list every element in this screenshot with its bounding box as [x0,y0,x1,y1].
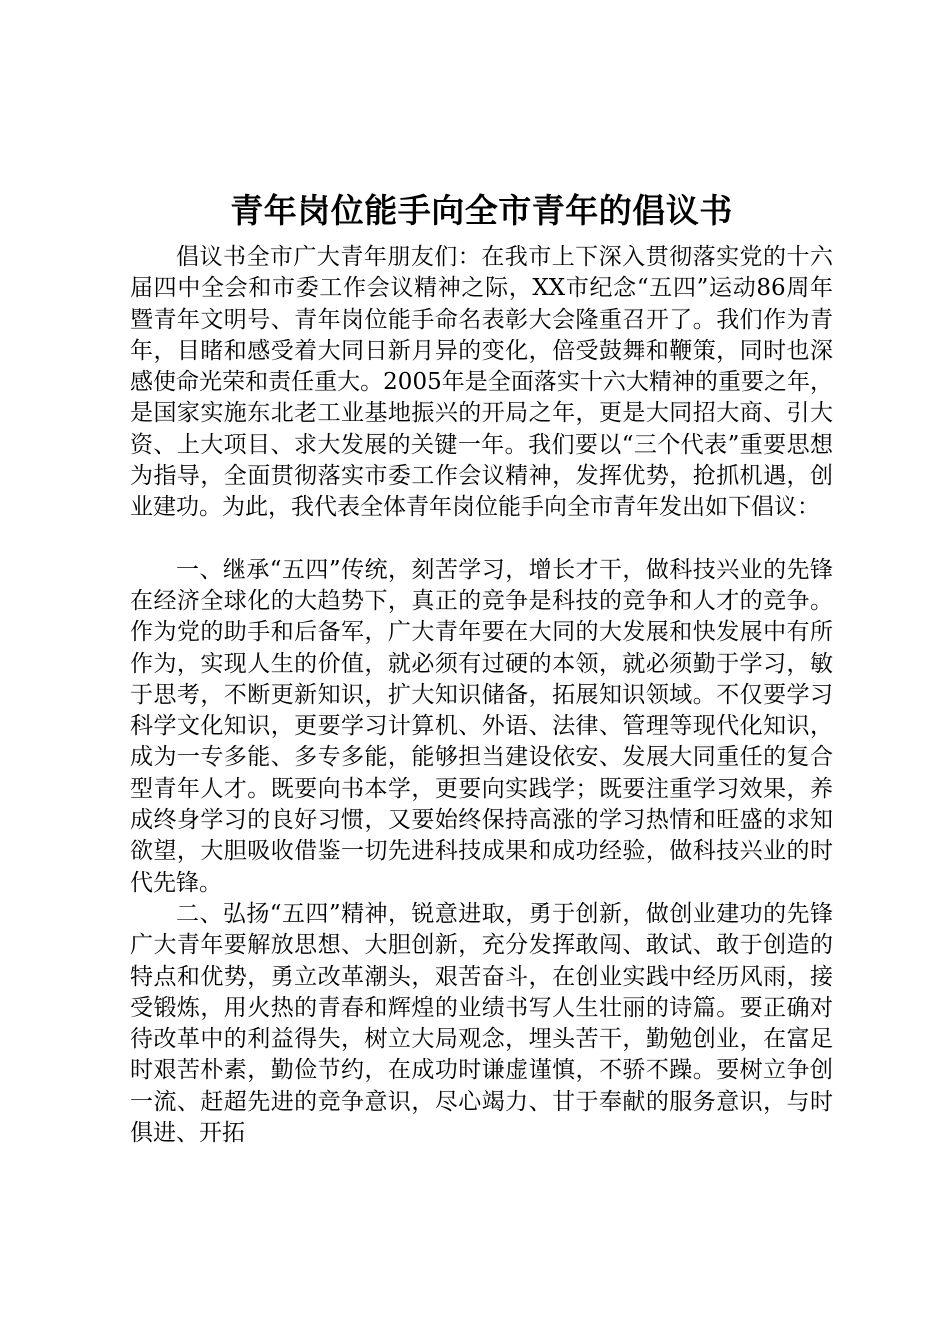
section-2-paragraph: 二、弘扬“五四”精神，锐意进取，勇于创新，做创业建功的先锋广大青年要解放思想、大胆创新，充分发挥敢闯、敢试、敢于创造的特点和优势，勇立改革潮头，艰苦奋斗，在创业实践中经历风雨，接受锻炼，用火热的青春和辉煌的业绩书写人生壮丽的诗篇。要正确对待改革中的利益得失，树立大局观念，埋头苦干，勤勉创业，在富足时艰苦朴素，勤俭节约，在成功时谦虚谨慎，不骄不躁。要树立争创一流、赶超先进的竞争意识，尽心竭力、甘于奉献的服务意识，与时俱进、开拓 [130,900,833,1147]
intro-paragraph: 倡议书全市广大青年朋友们：在我市上下深入贯彻落实党的十六届四中全会和市委工作会议精神之际，XX市纪念“五四”运动86周年暨青年文明号、青年岗位能手命名表彰大会隆重召开了。我们作为青年，目睹和感受着大同日新月异的变化，倍受鼓舞和鞭策，同时也深感使命光荣和责任重大。2005年是全面落实十六大精神的重要之年，是国家实施东北老工业基地振兴的开局之年，更是大同招大商、引大资、上大项目、求大发展的关键一年。我们要以“三个代表”重要思想为指导，全面贯彻落实市委工作会议精神，发挥优势，抢抓机遇，创业建功。为此，我代表全体青年岗位能手向全市青年发出如下倡议： [130,244,833,521]
paragraph-spacer [130,524,833,555]
document-title: 青年岗位能手向全市青年的倡议书 [230,191,733,230]
document-page [130,180,833,1149]
section-1-paragraph: 一、继承“五四”传统，刻苦学习，增长才干，做科技兴业的先锋在经济全球化的大趋势下，真正的竞争是科技的竞争和人才的竞争。作为党的助手和后备军，广大青年要在大同的大发展和快发展中有所作为，实现人生的价值，就必须有过硬的本领，就必须勤于学习，敏于思考，不断更新知识，扩大知识储备，拓展知识领域。不仅要学习科学文化知识，更要学习计算机、外语、法律、管理等现代化知识，成为一专多能、多专多能，能够担当建设依安、发展大同重任的复合型青年人才。既要向书本学，更要向实践学；既要注重学习效果，养成终身学习的良好习惯，又要始终保持高涨的学习热情和旺盛的求知欲望，大胆吸收借鉴一切先进科技成果和成功经验，做科技兴业的时代先锋。 [130,556,833,896]
